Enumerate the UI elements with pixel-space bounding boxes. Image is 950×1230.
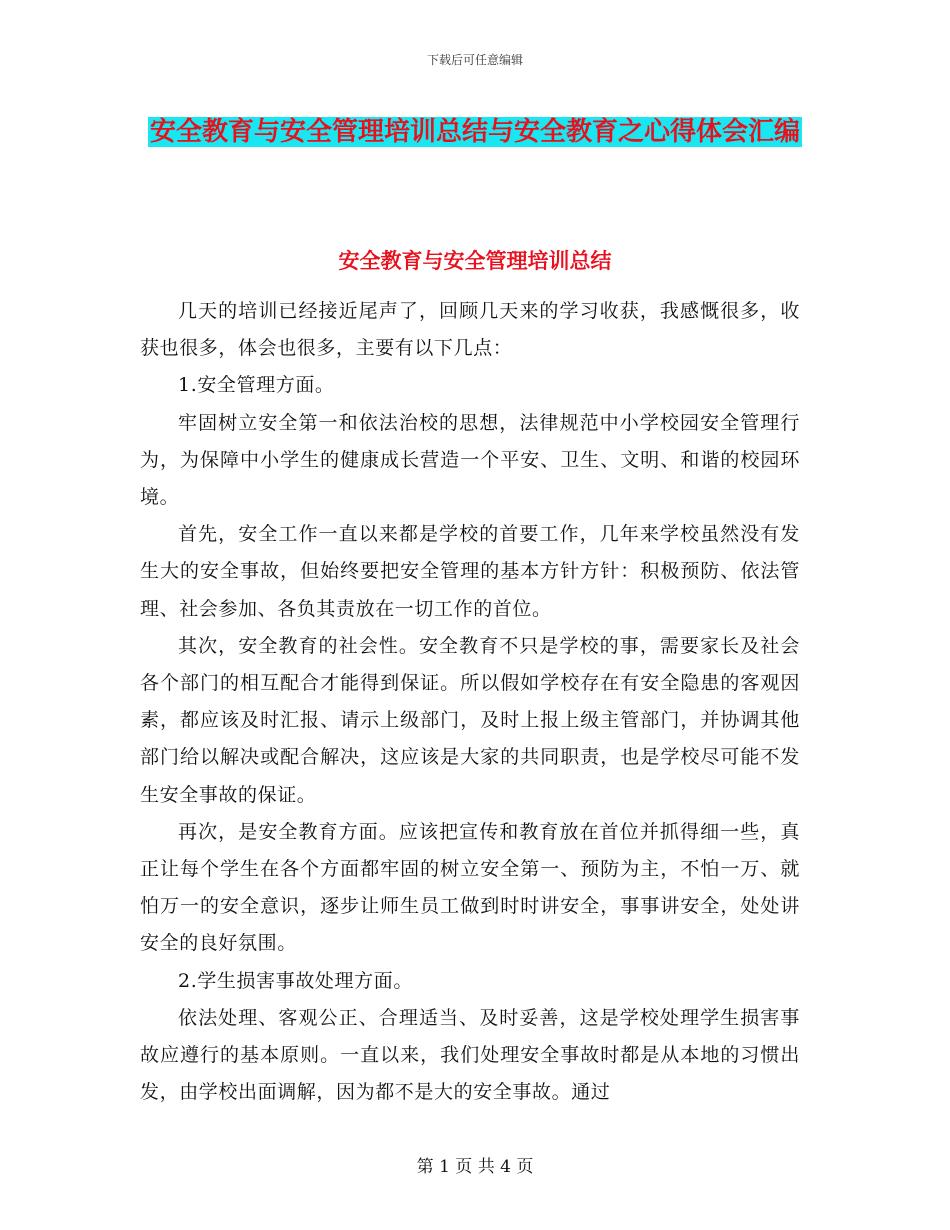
paragraph: 再次，是安全教育方面。应该把宣传和教育放在首位并抓得细一些，真正让每个学生在各个方面都牢固的树立安全第一、预防为主，不怕一万、就怕万一的安全意识，逐步让师生员工做到时时讲安全，事事讲安全，处处讲安全的良好氛围。: [140, 820, 800, 955]
paragraph: 2.学生损害事故处理方面。: [178, 969, 413, 992]
paragraph: 1.安全管理方面。: [178, 374, 335, 397]
paragraph: 几天的培训已经接近尾声了，回顾几天来的学习收获，我感慨很多，收获也很多，体会也很多，主要有以下几点：: [140, 300, 800, 360]
page-number-footer: 第 1 页 共 4 页: [416, 1157, 534, 1177]
paragraph: 牢固树立安全第一和依法治校的思想，法律规范中小学校园安全管理行为，为保障中小学生的健康成长营造一个平安、卫生、文明、和谐的校园环境。: [140, 411, 800, 509]
paragraph: 首先，安全工作一直以来都是学校的首要工作，几年来学校虽然没有发生大的安全事故，但始终要把安全管理的基本方针方针：积极预防、依法管理、社会参加、各负其责放在一切工作的首位。: [140, 523, 800, 620]
page-header-note: 下载后可任意编辑: [426, 53, 523, 67]
paragraph: 其次，安全教育的社会性。安全教育不只是学校的事，需要家长及社会各个部门的相互配合才能得到保证。所以假如学校存在有安全隐患的客观因素，都应该及时汇报、请示上级部门，及时上报上级主管部门，并协调其他部门给以解决或配合解决，这应该是大家的共同职责，也是学校尽可能不发生安全事故的保证。: [140, 634, 800, 806]
body-text: [140, 293, 800, 1111]
document-title-highlight: 安全教育与安全管理培训总结与安全教育之心得体会汇编: [149, 117, 800, 147]
paragraph: 依法处理、客观公正、合理适当、及时妥善，这是学校处理学生损害事故应遵行的基本原则。一直以来，我们处理安全事故时都是从本地的习惯出发，由学校出面调解，因为都不是大的安全事故。通过: [140, 1006, 800, 1104]
document-title: [140, 110, 810, 154]
section-title: 安全教育与安全管理培训总结: [338, 248, 612, 273]
